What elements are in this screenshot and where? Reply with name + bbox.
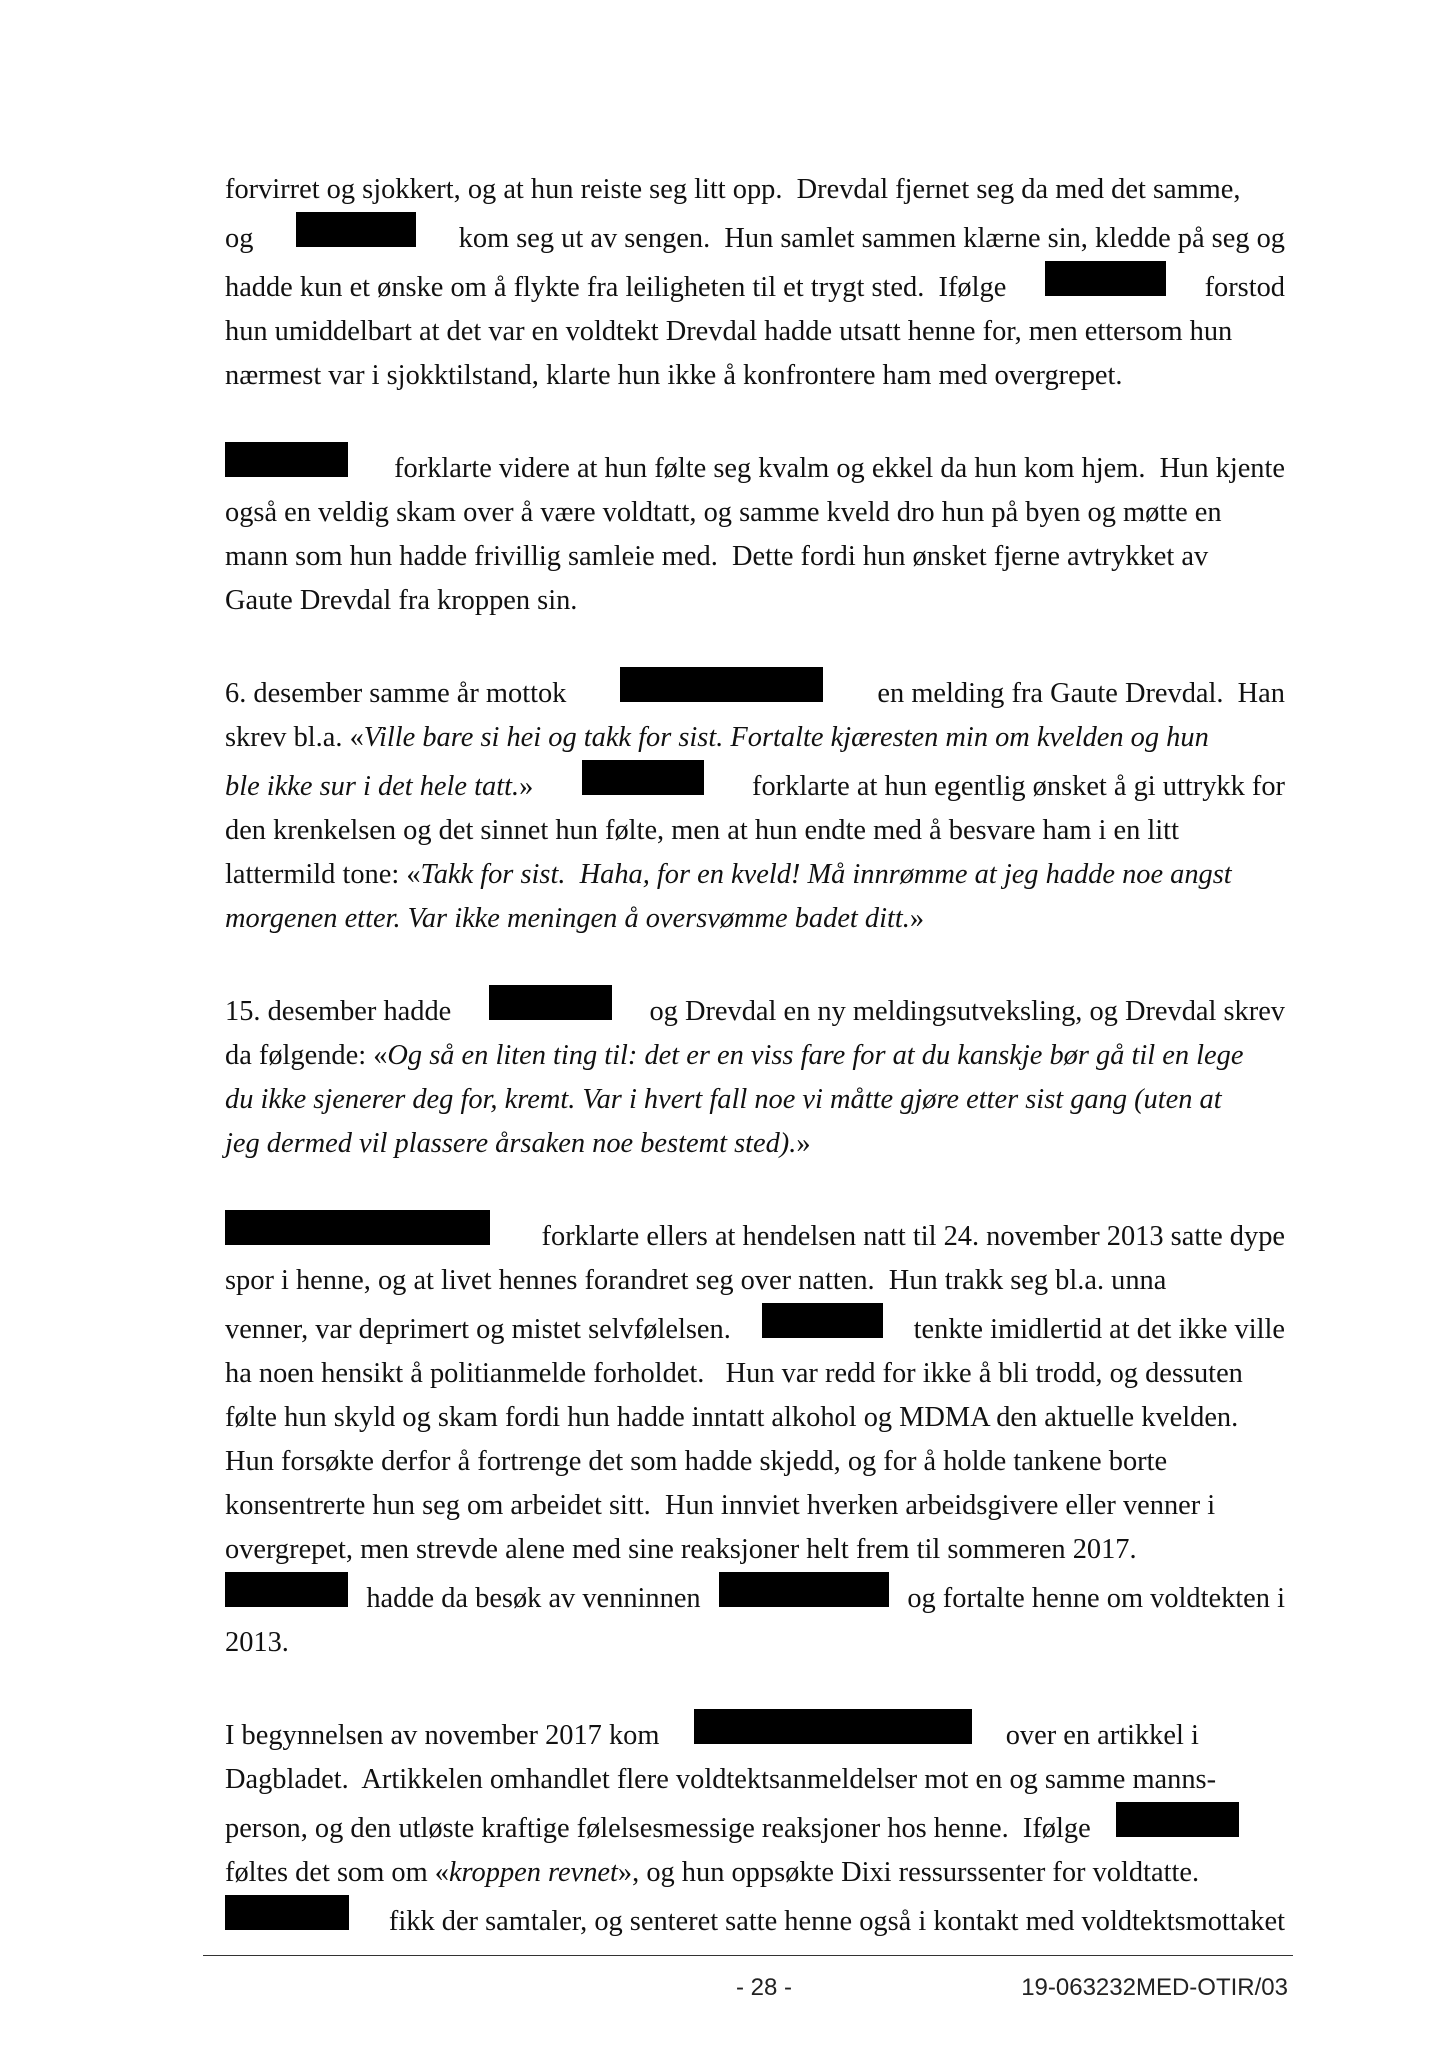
redaction-bar xyxy=(489,985,612,1020)
redaction-bar xyxy=(225,1572,348,1607)
quote-text: jeg dermed vil plassere årsaken noe bestemt sted). xyxy=(225,1128,797,1159)
text-line: nærmest var i sjokktilstand, klarte hun ikke å konfrontere ham med overgrepet. xyxy=(225,360,1123,391)
footer-divider xyxy=(203,1955,1293,1956)
text-line: den krenkelsen og det sinnet hun følte, men at hun endte med å besvare ham i en litt xyxy=(225,815,1179,846)
paragraph-2 xyxy=(225,442,1285,623)
redaction-bar xyxy=(620,667,823,702)
case-number: 19-063232MED-OTIR/03 xyxy=(1021,1974,1288,2001)
text-line: hun umiddelbart at det var en voldtekt Drevdal hadde utsatt henne for, men ettersom hun xyxy=(225,316,1233,347)
text-line: Hun forsøkte derfor å fortrenge det som hadde skjedd, og for å holde tankene borte xyxy=(225,1446,1168,1477)
quote-text: ble ikke sur i det hele tatt. xyxy=(225,771,520,802)
redaction-bar xyxy=(225,1210,490,1245)
redaction-bar xyxy=(582,760,704,795)
redaction-bar xyxy=(719,1572,889,1607)
paragraph-1 xyxy=(225,168,1285,398)
text-line: føltes det som om «kroppen revnet», og hun oppsøkte Dixi ressurssenter for voldtatte. xyxy=(225,1857,1200,1888)
text-line: person, og den utløste kraftige følelsesmessige reaksjoner hos henne. Ifølge xyxy=(225,1802,1285,1851)
text-line: overgrepet, men strevde alene med sine reaksjoner helt frem til sommeren 2017. xyxy=(225,1534,1137,1565)
redaction-bar xyxy=(1045,261,1166,296)
text-line: spor i henne, og at livet hennes forandret seg over natten. Hun trakk seg bl.a. unna xyxy=(225,1265,1167,1296)
text-line: forklarte videre at hun følte seg kvalm og ekkel da hun kom hjem. Hun kjente xyxy=(225,442,1285,491)
text-line: Gaute Drevdal fra kroppen sin. xyxy=(225,585,578,616)
quote-text: Ville bare si hei og takk for sist. Fortalte kjæresten min om kvelden og hun xyxy=(363,722,1209,753)
quote-text: Takk for sist. Haha, for en kveld! Må innrømme at jeg hadde noe angst xyxy=(420,859,1232,890)
text-line: 2013. xyxy=(225,1627,289,1658)
text-line: og kom seg ut av sengen. Hun samlet sammen klærne sin, kledde på seg og xyxy=(225,212,1285,261)
paragraph-3 xyxy=(225,667,1285,941)
text-line: forklarte ellers at hendelsen natt til 24. november 2013 satte dype xyxy=(225,1210,1285,1259)
text-line: hadde da besøk av venninnen og fortalte henne om voldtekten i xyxy=(225,1572,1285,1621)
text-line: mann som hun hadde frivillig samleie med. Dette fordi hun ønsket fjerne avtrykket av xyxy=(225,541,1209,572)
paragraph-4 xyxy=(225,985,1285,1166)
redaction-bar xyxy=(296,212,416,247)
redaction-bar xyxy=(694,1709,972,1744)
redaction-bar xyxy=(225,1895,349,1930)
text-line: morgenen etter. Var ikke meningen å oversvømme badet ditt.» xyxy=(225,903,925,934)
text-line: lattermild tone: «Takk for sist. Haha, for en kveld! Må innrømme at jeg hadde noe angst xyxy=(225,859,1232,890)
paragraph-5 xyxy=(225,1210,1285,1665)
text-line: følte hun skyld og skam fordi hun hadde inntatt alkohol og MDMA den aktuelle kvelden. xyxy=(225,1402,1239,1433)
text-line: hadde kun et ønske om å flykte fra leiligheten til et trygt sted. Ifølge forstod xyxy=(225,261,1285,310)
redaction-bar xyxy=(225,442,348,477)
text-line xyxy=(225,1078,1285,1122)
text-line: I begynnelsen av november 2017 kom over en artikkel i xyxy=(225,1709,1285,1758)
text-line: Dagbladet. Artikkelen omhandlet flere voldtektsanmeldelser mot en og samme manns- xyxy=(225,1764,1217,1795)
redaction-bar xyxy=(762,1303,883,1338)
text-line: ha noen hensikt å politianmelde forholdet. Hun var redd for ikke å bli trodd, og dessuten xyxy=(225,1358,1243,1389)
text-line: fikk der samtaler, og senteret satte henne også i kontakt med voldtektsmottaket xyxy=(225,1895,1285,1944)
text-line: konsentrerte hun seg om arbeidet sitt. Hun innviet hverken arbeidsgivere eller venner i xyxy=(225,1490,1216,1521)
text-line: også en veldig skam over å være voldtatt, og samme kveld dro hun på byen og møtte en xyxy=(225,497,1222,528)
paragraph-6 xyxy=(225,1709,1285,1944)
body-text xyxy=(225,168,1285,1988)
quote-text: Og så en liten ting til: det er en viss fare for at du kanskje bør gå til en lege xyxy=(387,1040,1244,1071)
text-line: da følgende: «Og så en liten ting til: det er en viss fare for at du kanskje bør gå til en lege xyxy=(225,1040,1244,1071)
quote-text: morgenen etter. Var ikke meningen å oversvømme badet ditt. xyxy=(225,903,910,934)
quote-text: du ikke sjenerer deg for, kremt. Var i hvert fall noe vi måtte gjøre etter sist gang (uten at xyxy=(225,1084,1222,1115)
text-line: ble ikke sur i det hele tatt.» forklarte at hun egentlig ønsket å gi uttrykk for xyxy=(225,760,1285,809)
text-line: 15. desember hadde og Drevdal en ny meldingsutveksling, og Drevdal skrev xyxy=(225,985,1285,1034)
text-line: jeg dermed vil plassere årsaken noe bestemt sted).» xyxy=(225,1128,811,1159)
text-line: 6. desember samme år mottok en melding fra Gaute Drevdal. Han xyxy=(225,667,1285,716)
page-number: - 28 - xyxy=(736,1974,793,2001)
text-line: forvirret og sjokkert, og at hun reiste seg litt opp. Drevdal fjernet seg da med det samme, xyxy=(225,174,1241,205)
redaction-bar xyxy=(1116,1802,1239,1837)
text-line: skrev bl.a. « Ville bare si hei og takk for sist. Fortalte kjæresten min om kvelden og hun xyxy=(225,716,1285,760)
text-line: venner, var deprimert og mistet selvfølelsen. tenkte imidlertid at det ikke ville xyxy=(225,1303,1285,1352)
quote-text: kroppen revnet xyxy=(448,1857,618,1888)
